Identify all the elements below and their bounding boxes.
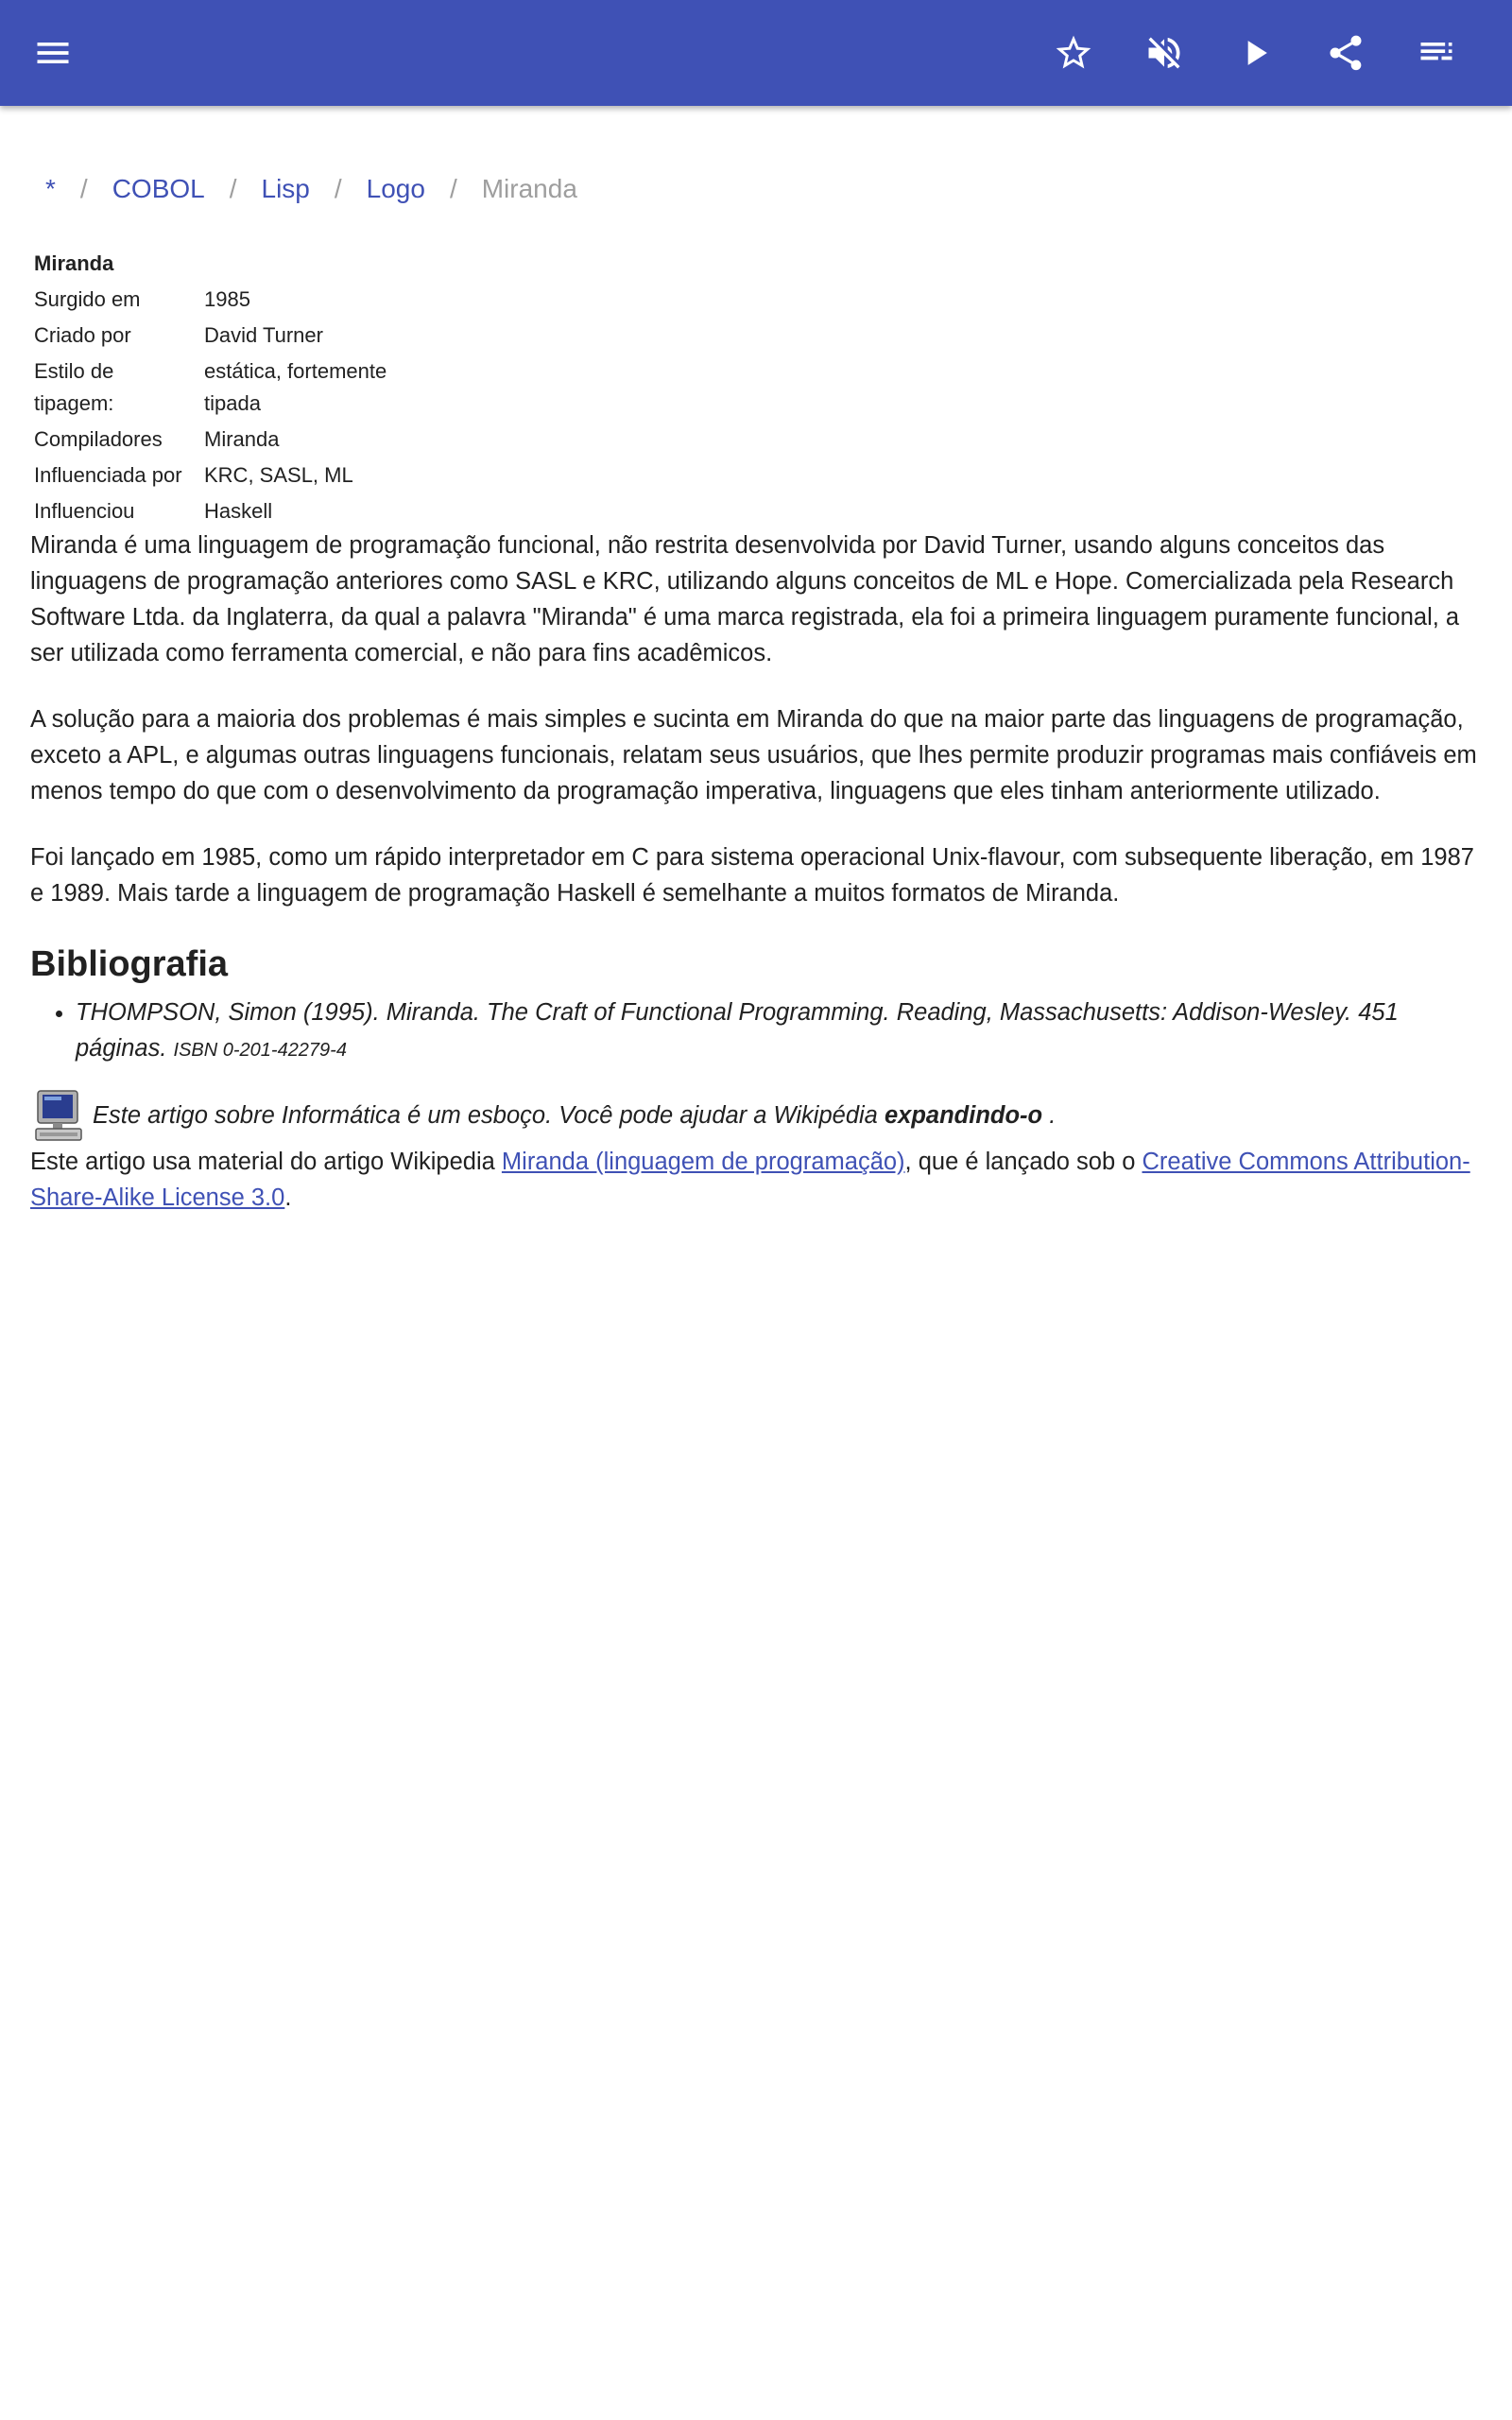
breadcrumb-separator: / — [79, 174, 88, 203]
breadcrumb-item-logo[interactable]: Logo — [366, 174, 425, 203]
infobox-value: David Turner — [204, 323, 323, 347]
play-icon — [1234, 32, 1276, 74]
article-paragraph: A solução para a maioria dos problemas é mais simples e sucinta em Miranda do que na maior parte das linguagens de programação, exceto a APL, e algumas outras linguagens funcionais, relatam seus usuários, que lhes permite produzir programas mais confiáveis em menos tempo do que com o desenvolvimento da programação imperativa, linguagens que eles tinham anteriormente utilizado. — [30, 706, 1477, 804]
stub-notice — [30, 1087, 1486, 1144]
share-icon — [1325, 32, 1366, 74]
infobox-title: Miranda — [34, 251, 114, 275]
infobox-key: Criado por — [34, 323, 131, 347]
infobox-key: Influenciou — [34, 499, 135, 523]
infobox-value: 1985 — [204, 287, 250, 311]
breadcrumb-separator: / — [449, 174, 457, 203]
infobox-row — [30, 282, 406, 318]
infobox-key: Compiladores — [34, 427, 163, 451]
footer-text: Este artigo usa material do artigo Wikipedia — [30, 1149, 502, 1175]
breadcrumb-separator: / — [334, 174, 342, 203]
breadcrumb-item-root[interactable]: * — [45, 174, 56, 203]
star-icon — [1053, 32, 1094, 74]
bibliography-isbn: ISBN 0-201-42279-4 — [173, 1040, 347, 1061]
breadcrumb-current: Miranda — [481, 174, 577, 203]
stub-expand-link[interactable]: expandindo-o — [884, 1102, 1043, 1129]
infobox — [30, 246, 406, 529]
source-article-link[interactable]: Miranda (linguagem de programação) — [501, 1149, 905, 1175]
play-button[interactable] — [1228, 26, 1281, 79]
breadcrumb-item-lisp[interactable]: Lisp — [261, 174, 310, 203]
infobox-value: Haskell — [204, 499, 273, 523]
menu-icon — [32, 32, 74, 74]
stub-text: Este artigo sobre Informática é um esboço. Você pode ajudar a Wikipédia — [93, 1102, 878, 1129]
app-bar — [0, 0, 1512, 106]
license-footer — [30, 1144, 1486, 1216]
infobox-row — [30, 493, 406, 529]
infobox-key: Estilo de tipagem: — [34, 359, 114, 415]
bibliography-list — [30, 994, 1486, 1068]
infobox-key: Influenciada por — [34, 463, 182, 487]
share-button[interactable] — [1319, 26, 1372, 79]
license-link[interactable]: Creative Commons Attribution-Share-Alike License 3.0 — [30, 1149, 1470, 1211]
infobox-row — [30, 422, 406, 458]
article-content — [30, 527, 1486, 1246]
menu-button[interactable] — [26, 26, 79, 79]
article-paragraph: Miranda é uma linguagem de programação funcional, não restrita desenvolvida por David Turner, usando alguns conceitos das linguagens de programação anteriores como SASL e KRC, utilizando alguns conceitos de ML e Hope. Comercializada pela Research Software Ltda. da Inglaterra, da qual a palavra "Miranda" é uma marca registrada, ela foi a primeira linguagem puramente funcional, a ser utilizada como ferramenta comercial, e não para fins acadêmicos. — [30, 532, 1460, 666]
infobox-value: estática, fortemente tipada — [204, 359, 387, 415]
infobox-row — [30, 318, 406, 354]
breadcrumb-separator: / — [229, 174, 237, 203]
article-paragraph: Foi lançado em 1985, como um rápido interpretador em C para sistema operacional Unix-flavour, com subsequente liberação, em 1987 e 1989. Mais tarde a linguagem de programação Haskell é semelhante a muitos formatos de Miranda. — [30, 844, 1474, 907]
computer-icon — [30, 1087, 87, 1144]
infobox-value: Miranda — [204, 427, 280, 451]
infobox-row — [30, 458, 406, 493]
mute-button[interactable] — [1138, 26, 1191, 79]
footer-text: . — [284, 1184, 292, 1211]
bibliography-item — [76, 994, 1486, 1068]
infobox-row — [30, 354, 406, 422]
mute-icon — [1143, 32, 1185, 74]
stub-end: . — [1049, 1102, 1057, 1129]
breadcrumb-item-cobol[interactable]: COBOL — [112, 174, 205, 203]
bibliography-heading: Bibliografia — [30, 944, 229, 984]
breadcrumb — [45, 166, 577, 212]
favorite-button[interactable] — [1047, 26, 1100, 79]
playlist-icon — [1416, 32, 1457, 74]
playlist-button[interactable] — [1410, 26, 1463, 79]
infobox-value: KRC, SASL, ML — [204, 463, 353, 487]
bibliography-entry: THOMPSON, Simon (1995). Miranda. The Craft of Functional Programming. Reading, Massachusetts: Addison-Wesley. 451 páginas. — [76, 999, 1399, 1062]
infobox-key: Surgido em — [34, 287, 141, 311]
footer-text: , que é lançado sob o — [904, 1149, 1143, 1175]
